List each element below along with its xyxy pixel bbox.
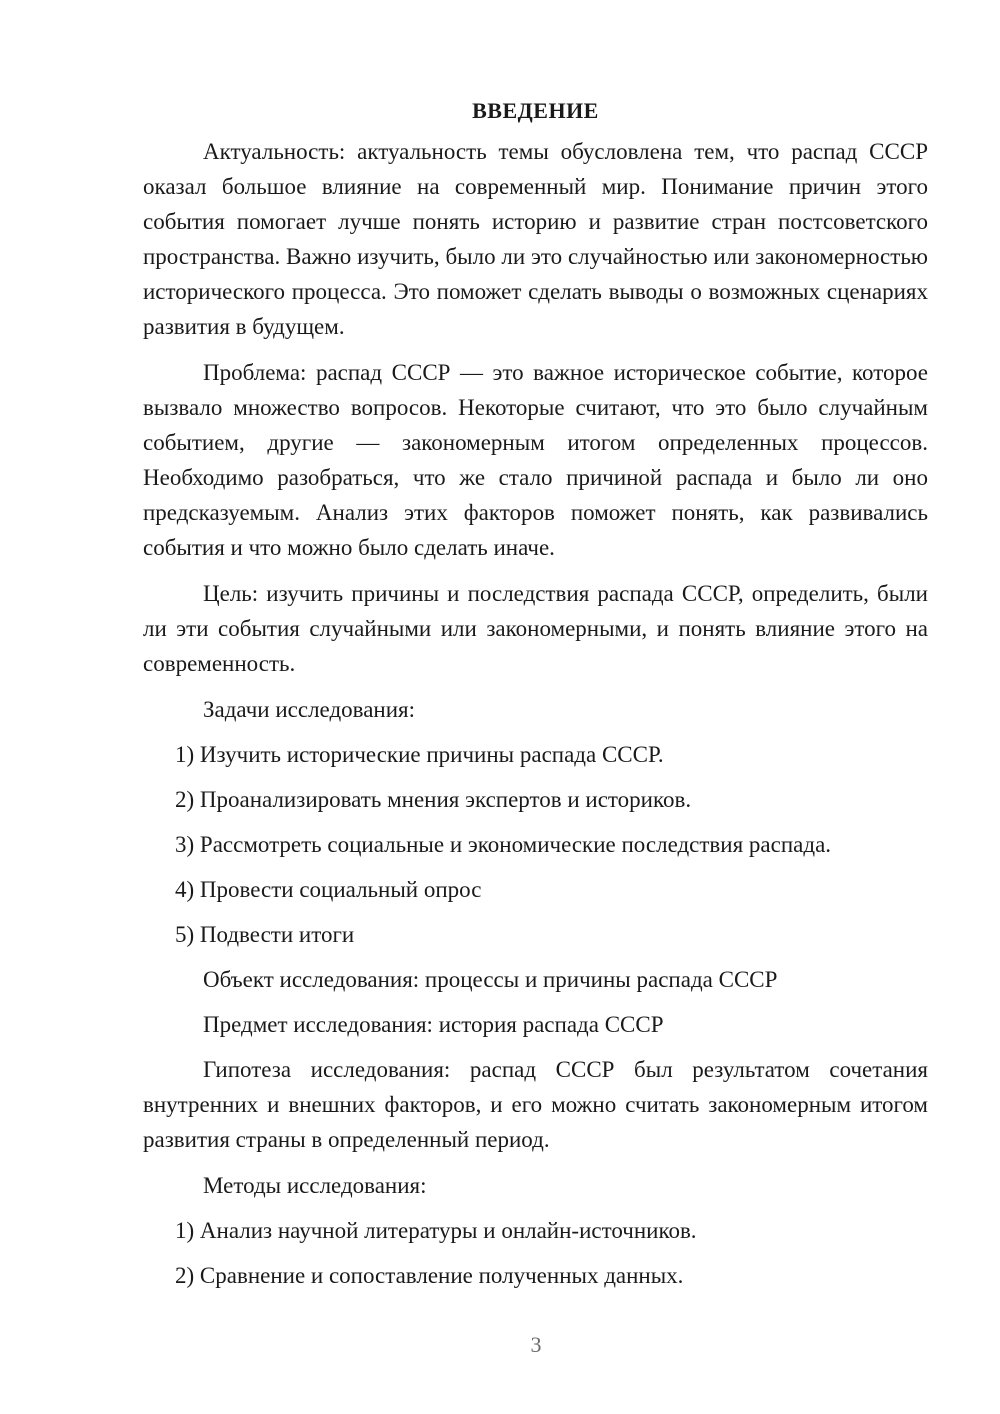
problem-paragraph: Проблема: распад СССР — это важное историческое событие, которое вызвало множество вопросов. Некоторые считают, что это было случайным событием, другие — закономерным итогом определенных процессов. Необходимо разобраться, что же стало причиной распада и было ли оно предсказуемым. Анализ этих факторов поможет понять, как развивались события и что можно было сделать иначе. <box>143 360 928 560</box>
task-item: 3) Рассмотреть социальные и экономические последствия распада. <box>175 832 832 857</box>
page-content <box>143 96 928 1303</box>
task-item: 2) Проанализировать мнения экспертов и историков. <box>175 787 692 812</box>
task-item: 1) Изучить исторические причины распада СССР. <box>175 742 664 767</box>
methods-heading: Методы исследования: <box>203 1173 427 1198</box>
relevance-paragraph: Актуальность: актуальность темы обусловлена тем, что распад СССР оказал большое влияние на современный мир. Понимание причин этого события помогает лучше понять историю и развитие стран постсоветского пространства. Важно изучить, было ли это случайностью или закономерностью исторического процесса. Это поможет сделать выводы о возможных сценариях развития в будущем. <box>143 139 928 339</box>
method-item: 1) Анализ научной литературы и онлайн-источников. <box>175 1218 697 1243</box>
task-item: 4) Провести социальный опрос <box>175 877 482 902</box>
method-item: 2) Сравнение и сопоставление полученных данных. <box>175 1263 684 1288</box>
research-subject: Предмет исследования: история распада СССР <box>203 1012 664 1037</box>
hypothesis-paragraph: Гипотеза исследования: распад СССР был результатом сочетания внутренних и внешних факторов, и его можно считать закономерным итогом развития страны в определенный период. <box>143 1057 928 1152</box>
task-item: 5) Подвести итоги <box>175 922 355 947</box>
goal-paragraph: Цель: изучить причины и последствия распада СССР, определить, были ли эти события случайными или закономерными, и понять влияние этого на современность. <box>143 581 928 676</box>
section-title: ВВЕДЕНИЕ <box>472 98 599 123</box>
tasks-heading: Задачи исследования: <box>203 697 416 722</box>
research-object: Объект исследования: процессы и причины распада СССР <box>203 967 778 992</box>
page-number: 3 <box>530 1332 542 1357</box>
